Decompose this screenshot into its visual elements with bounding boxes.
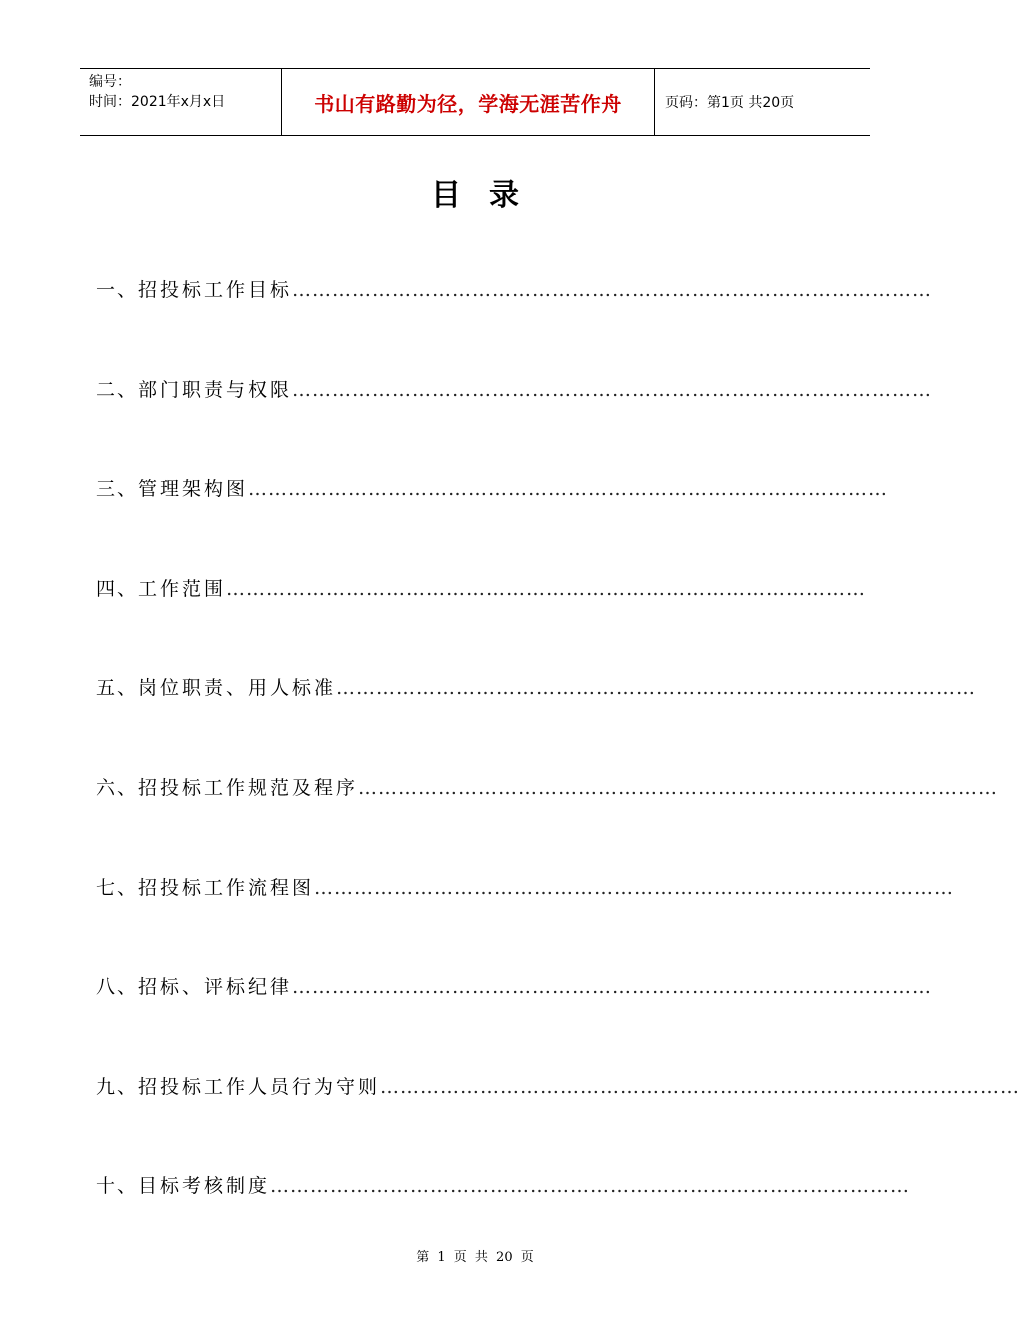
page-footer: 第 1 页 共 20 页 xyxy=(416,1250,534,1265)
toc-label: 岗位职责、用人标准 xyxy=(138,677,337,700)
toc-leader-dots: …………………………………………………………………………………… xyxy=(292,976,933,999)
header-page-info: 页码：第1页 共20页 xyxy=(665,95,795,111)
toc-number: 五、 xyxy=(96,677,139,700)
toc-item[interactable] xyxy=(96,874,955,974)
toc-label: 部门职责与权限 xyxy=(138,378,293,401)
header-meta xyxy=(80,69,282,135)
toc-label: 管理架构图 xyxy=(138,478,249,501)
toc-label: 招投标工作目标 xyxy=(138,279,293,301)
table-of-contents xyxy=(96,276,1020,1272)
serial-label: 编号： xyxy=(89,74,131,90)
toc-item[interactable] xyxy=(96,376,933,476)
page-title: 目录 xyxy=(431,178,547,213)
toc-leader-dots: …………………………………………………………………………………… xyxy=(336,677,977,700)
toc-number: 一、 xyxy=(96,279,139,301)
toc-leader-dots: …………………………………………………………………………………… xyxy=(292,279,933,301)
toc-item[interactable] xyxy=(96,774,999,874)
toc-number: 六、 xyxy=(96,776,139,799)
toc-item[interactable] xyxy=(96,575,867,675)
toc-number: 十、 xyxy=(96,1175,139,1198)
toc-label: 招投标工作流程图 xyxy=(138,876,315,899)
toc-leader-dots: …………………………………………………………………………………… xyxy=(292,378,933,401)
toc-item[interactable] xyxy=(96,475,889,575)
toc-leader-dots: …………………………………………………………………………………… xyxy=(358,776,999,799)
toc-label: 目标考核制度 xyxy=(138,1175,271,1198)
toc-leader-dots: …………………………………………………………………………………… xyxy=(226,577,867,600)
time-label: 时间：2021年x月x日 xyxy=(89,94,226,110)
toc-number: 四、 xyxy=(96,577,139,600)
header-table xyxy=(80,68,870,136)
toc-leader-dots: …………………………………………………………………………………… xyxy=(248,478,889,501)
toc-number: 七、 xyxy=(96,876,139,899)
toc-item[interactable] xyxy=(96,1073,1020,1173)
toc-label: 招投标工作人员行为守则 xyxy=(138,1075,381,1098)
toc-item[interactable] xyxy=(96,973,933,1073)
toc-leader-dots: …………………………………………………………………………………… xyxy=(380,1075,1020,1098)
toc-number: 三、 xyxy=(96,478,139,501)
header-motto: 书山有路勤为径，学海无涯苦作舟 xyxy=(282,69,655,135)
toc-number: 二、 xyxy=(96,378,139,401)
toc-leader-dots: …………………………………………………………………………………… xyxy=(314,876,955,899)
toc-number: 九、 xyxy=(96,1075,139,1098)
toc-label: 招标、评标纪律 xyxy=(138,976,293,999)
toc-leader-dots: …………………………………………………………………………………… xyxy=(270,1175,911,1198)
toc-label: 工作范围 xyxy=(138,577,227,600)
toc-item[interactable] xyxy=(96,674,977,774)
toc-item[interactable] xyxy=(96,276,933,376)
toc-number: 八、 xyxy=(96,976,139,999)
toc-label: 招投标工作规范及程序 xyxy=(138,776,359,799)
